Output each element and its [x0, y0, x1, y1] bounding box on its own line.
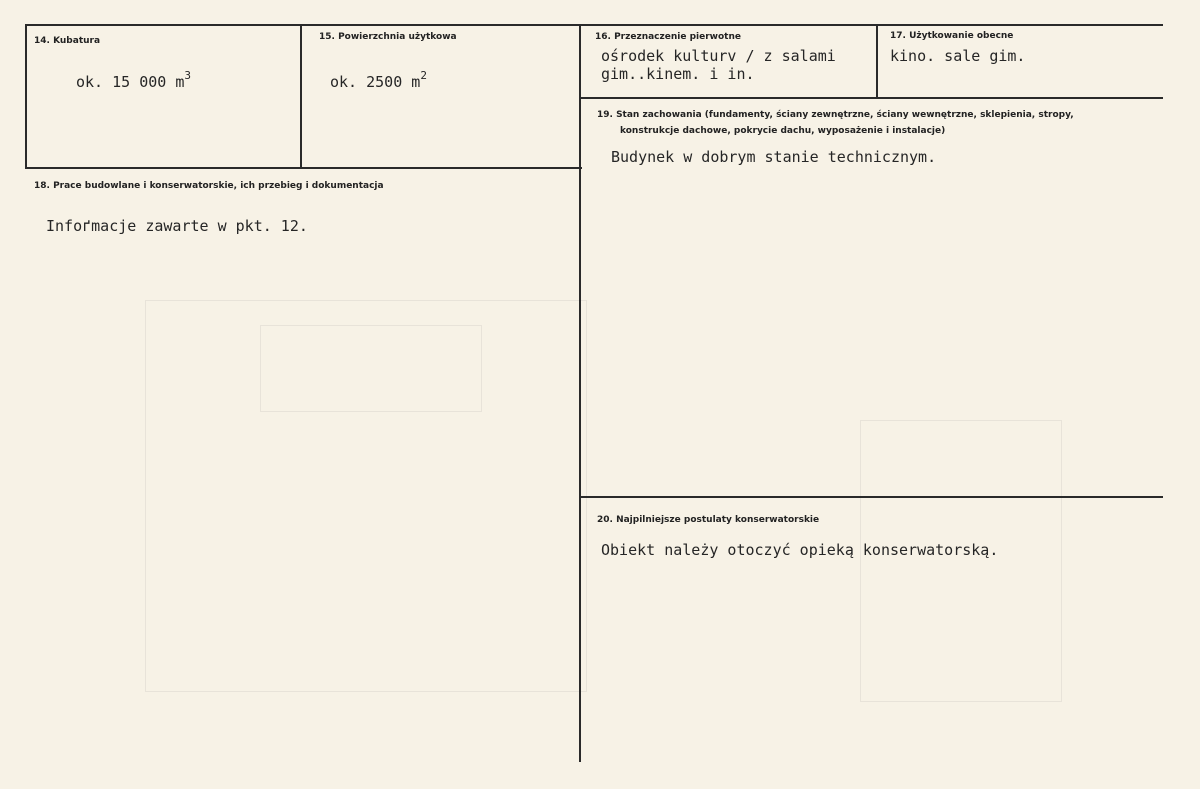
field-19-label-line1: 19. Stan zachowania (fundamenty, ściany zewnętrzne, ściany wewnętrzne, sklepienia, stropy,	[597, 110, 1074, 120]
field-18-label: 18. Prace budowlane i konserwatorskie, ich przebieg i dokumentacja	[34, 181, 384, 191]
field-14-value-text: ok. 15 000 m	[76, 73, 185, 91]
rule-main-divider	[579, 24, 581, 762]
field-16-label: 16. Przeznaczenie pierwotne	[595, 32, 741, 42]
field-19-label-line2: konstrukcje dachowe, pokrycie dachu, wyposażenie i instalacje)	[620, 126, 946, 136]
field-16-value-line1: ośrodek kulturv / z salami	[601, 47, 836, 65]
field-18-value: Infoґmacje zawarte w pkt. 12.	[46, 217, 308, 235]
rule-top	[25, 24, 1163, 26]
field-14-unit-exponent: 3	[184, 69, 191, 82]
rule-left	[25, 24, 27, 169]
bleed-through-shape	[860, 420, 1062, 702]
field-17-value: kino. sale gim.	[890, 47, 1026, 65]
field-15-value	[330, 69, 427, 91]
field-17-label: 17. Użytkowanie obecne	[890, 31, 1014, 41]
bleed-through-shape	[145, 300, 587, 692]
field-16-value-line2: gim..kinem. i in.	[601, 65, 755, 83]
rule-divider-16-17	[876, 24, 878, 99]
field-15-value-text: ok. 2500 m	[330, 73, 421, 91]
rule-divider-14-15	[300, 24, 302, 169]
field-20-value: Obiekt należy otoczyć opieką konserwatorską.	[601, 541, 999, 559]
rule-row1-right	[580, 97, 1163, 99]
rule-section-19-20	[580, 496, 1163, 498]
field-15-label: 15. Powierzchnia użytkowa	[319, 32, 457, 42]
field-19-value: Budynek w dobrym stanie technicznym.	[611, 148, 937, 166]
field-14-label: 14. Kubatura	[34, 36, 101, 46]
rule-row2-left	[25, 167, 582, 169]
field-15-unit-exponent: 2	[420, 69, 427, 82]
field-14-value	[76, 69, 191, 91]
field-20-label: 20. Najpilniejsze postulaty konserwatorskie	[597, 515, 820, 525]
